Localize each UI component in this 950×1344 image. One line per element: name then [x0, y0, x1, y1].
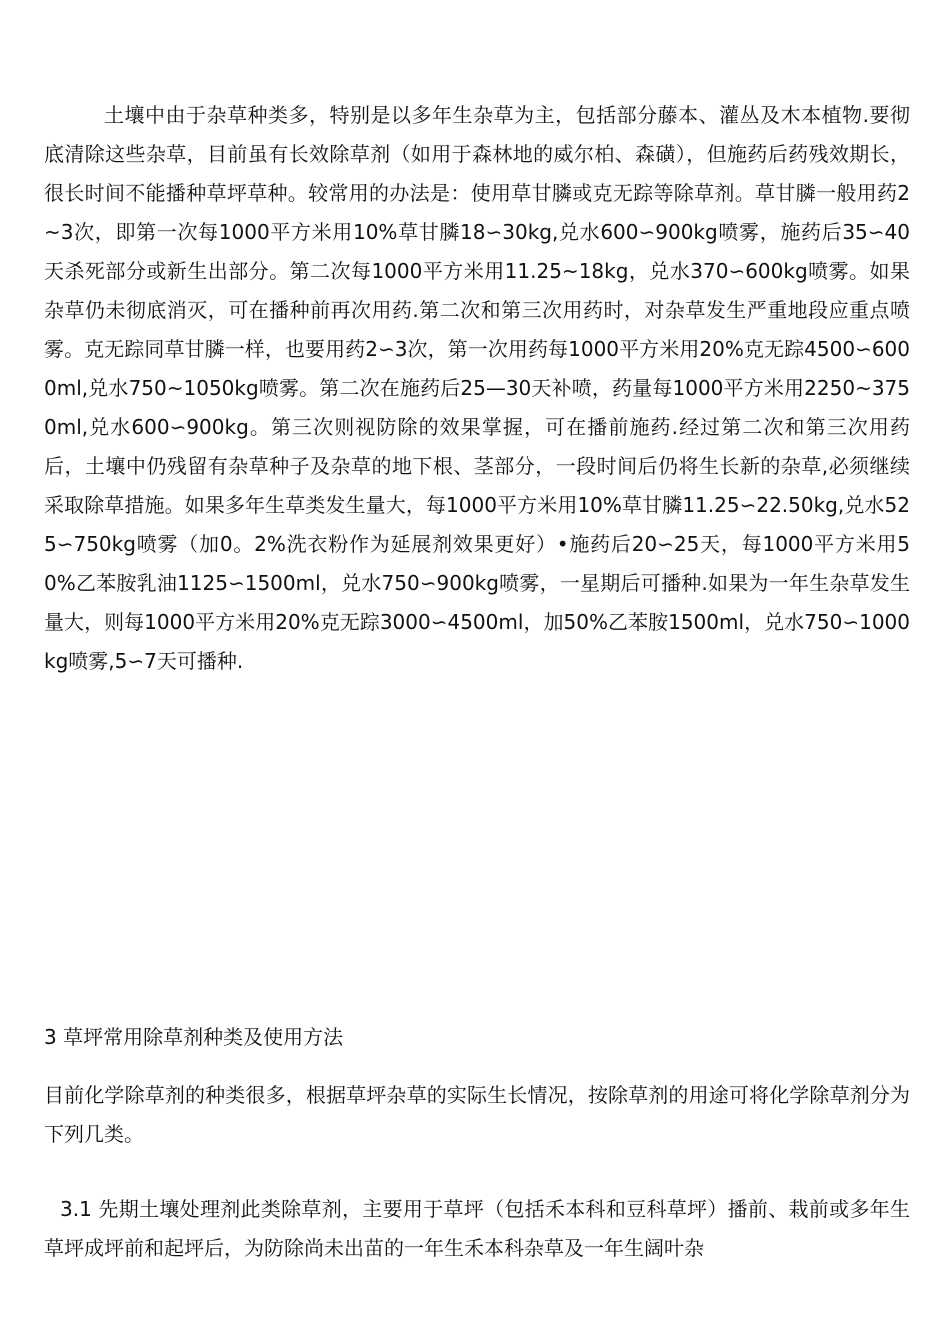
body-paragraph-soil-treatment: 3.1 先期土壤处理剂此类除草剂，主要用于草坪（包括禾本科和豆科草坪）播前、栽前或多年生草坪成坪前和起坪后，为防除尚未出苗的一年生禾本科杂草及一年生阔叶杂 — [44, 1197, 910, 1260]
body-paragraph-weed-control: 土壤中由于杂草种类多，特别是以多年生杂草为主，包括部分藤本、灌丛及木本植物.要彻底清除这些杂草，目前虽有长效除草剂（如用于森林地的威尔柏、森磺），但施药后药残效期长，很长时间不能播种草坪草种。较常用的办法是：使用草甘膦或克无踪等除草剂。草甘膦一般用药2~3次，即第一次每1000平方米用10%草甘膦18∽30kg,兑水600∽900kg喷雾，施药后35∽40天杀死部分或新生出部分。第二次每1000平方米用11.25~18kg，兑水370∽600kg喷雾。如果杂草仍未彻底消灭，可在播种前再次用药.第二次和第三次用药时，对杂草发生严重地段应重点喷雾。克无踪同草甘膦一样，也要用药2∽3次，第一次用药每1000平方米用20%克无踪4500∽6000ml,兑水750~1050kg喷雾。第二次在施药后25—30天补喷，药量每1000平方米用2250~3750ml,兑水600∽900kg。第三次则视防除的效果掌握，可在播前施药.经过第二次和第三次用药后，土壤中仍残留有杂草种子及杂草的地下根、茎部分，一段时间后仍将生长新的杂草,必须继续采取除草措施。如果多年生草类发生量大，每1000平方米用10%草甘膦11.25∽22.50kg,兑水525∽750kg喷雾（加0。2%洗衣粉作为延展剂效果更好）•施药后20∽25天，每1000平方米用50%乙苯胺乳油1125∽1500ml，兑水750∽900kg喷雾，一星期后可播种.如果为一年生杂草发生量大，则每1000平方米用20%克无踪3000∽4500ml，加50%乙苯胺1500ml，兑水750∽1000kg喷雾,5∽7天可播种. — [44, 103, 910, 673]
section-heading: 3 草坪常用除草剂种类及使用方法 — [44, 1025, 344, 1049]
body-paragraph-herbicide-types: 目前化学除草剂的种类很多，根据草坪杂草的实际生长情况，按除草剂的用途可将化学除草剂分为下列几类。 — [44, 1083, 910, 1146]
